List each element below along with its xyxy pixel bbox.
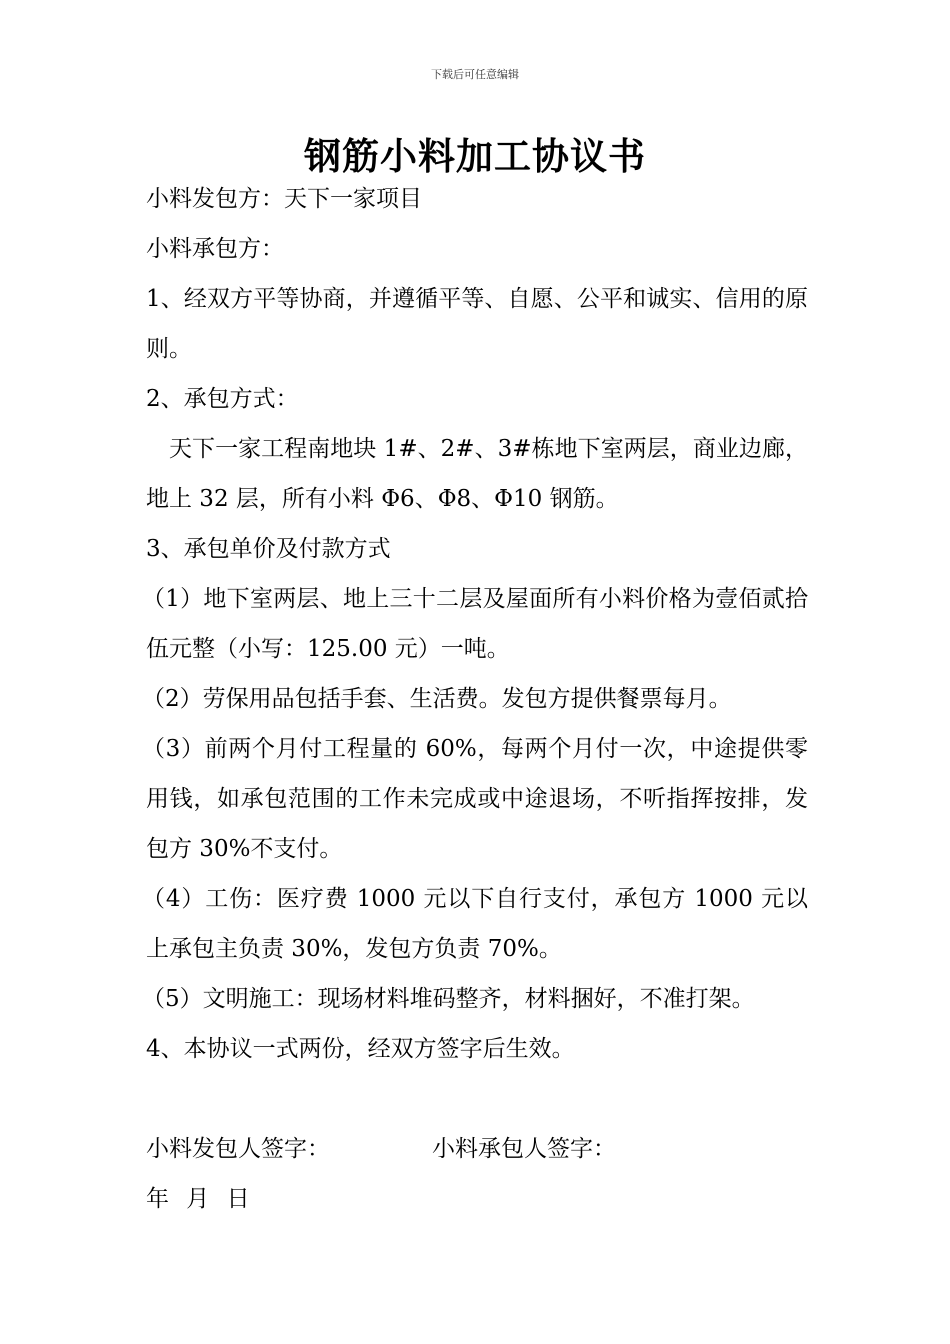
document-title: 钢筋小料加工协议书	[304, 135, 646, 178]
header-note: 下载后可任意编辑	[431, 68, 519, 81]
date-line: 年 月 日	[146, 1186, 250, 1212]
signature-row	[146, 1124, 808, 1174]
clause-3-item-5: （5）文明施工：现场材料堆码整齐，材料捆好，不准打架。	[142, 986, 755, 1012]
document-body	[142, 174, 808, 1224]
clause-1: 1、经双方平等协商，并遵循平等、自愿、公平和诚实、信用的原则。	[146, 286, 808, 362]
clause-3-item-4: （4）工伤：医疗费 1000 元以下自行支付，承包方 1000 元以上承包主负责 30%，发包方负责 70%。	[142, 886, 808, 962]
clause-2-body: 天下一家工程南地块 1#、2#、3#栋地下室两层，商业边廊，地上 32 层，所有小料 Φ6、Φ8、Φ10 钢筋。	[146, 436, 808, 512]
clause-3-item-2: （2）劳保用品包括手套、生活费。发包方提供餐票每月。	[142, 686, 732, 712]
party-a-line: 小料发包方：天下一家项目	[146, 186, 422, 212]
clause-3-item-3: （3）前两个月付工程量的 60%，每两个月付一次，中途提供零用钱，如承包范围的工作未完成或中途退场，不听指挥按排，发包方 30%不支付。	[142, 736, 808, 862]
signature-a-label: 小料发包人签字：	[146, 1136, 330, 1162]
signature-b-label: 小料承包人签字：	[432, 1136, 616, 1162]
party-b-line: 小料承包方：	[146, 236, 284, 262]
clause-4: 4、本协议一式两份，经双方签字后生效。	[146, 1036, 575, 1062]
spacer	[146, 1074, 808, 1124]
clause-3-heading: 3、承包单价及付款方式	[146, 536, 391, 562]
clause-2-heading: 2、承包方式：	[146, 386, 299, 412]
clause-3-item-1: （1）地下室两层、地上三十二层及屋面所有小料价格为壹佰贰拾伍元整（小写：125.00 元）一吨。	[142, 586, 808, 662]
